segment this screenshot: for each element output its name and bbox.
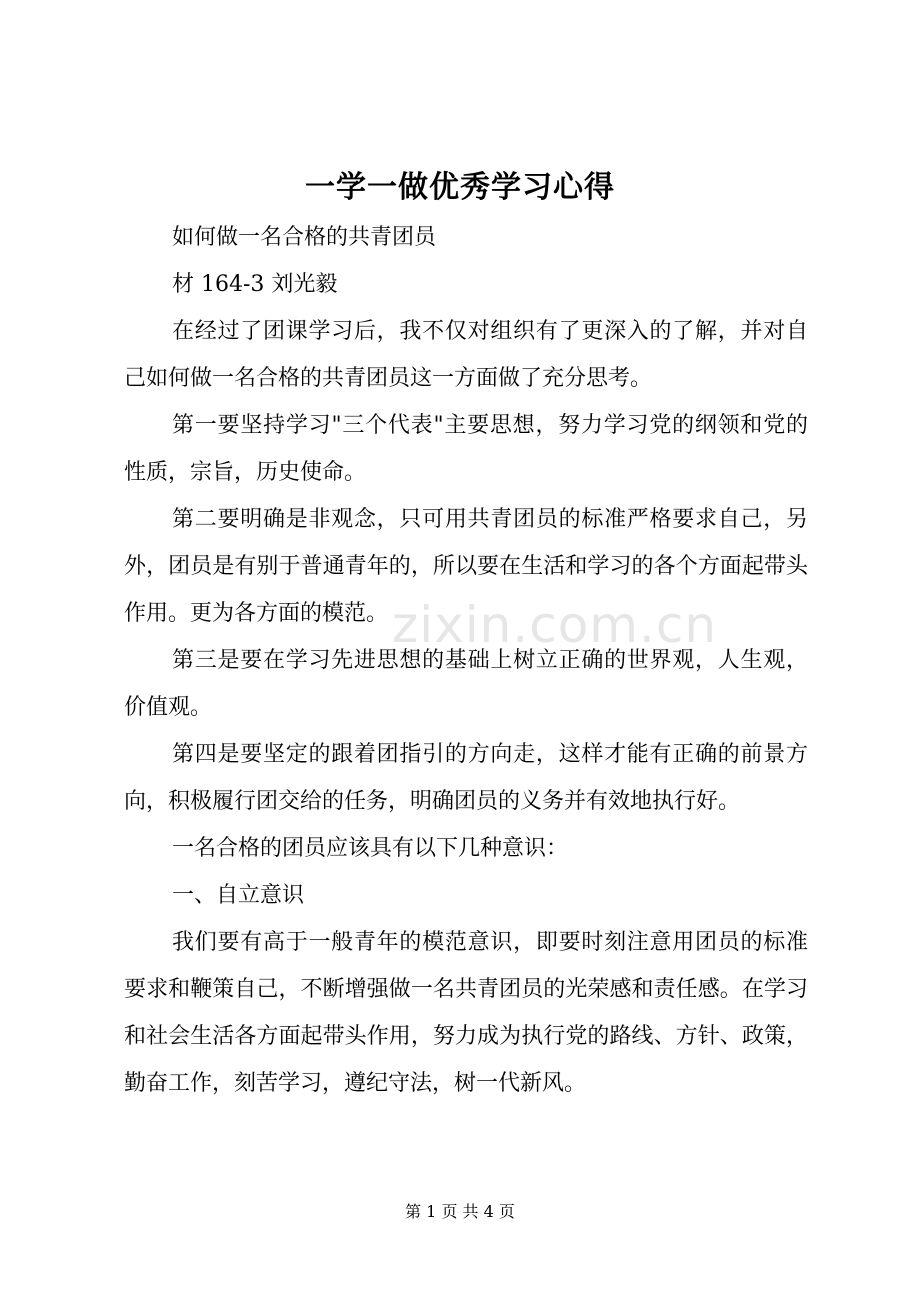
paragraph: 我们要有高于一般青年的模范意识，即要时刻注意用团员的标准要求和鞭策自己，不断增强做一名共青团员的光荣感和责任感。在学习和社会生活各方面起带头作用，努力成为执行党的路线、方针、政策，勤奋工作，刻苦学习，遵纪守法，树一代新风。 [124,930,808,1096]
paragraph: 第一要坚持学习"三个代表"主要思想，努力学习党的纲领和党的性质，宗旨，历史使命。 [124,413,808,485]
paragraph: 一名合格的团员应该具有以下几种意识： [172,836,569,861]
section-heading: 一、自立意识 [172,883,305,908]
paragraph-author: 材 164-3 刘光毅 [172,272,338,297]
document-body [124,214,808,1107]
paragraph: 第三是要在学习先进思想的基础上树立正确的世界观，人生观，价值观。 [124,648,808,720]
paragraph: 第二要明确是非观念，只可用共青团员的标准严格要求自己，另外，团员是有别于普通青年的，所以要在生活和学习的各个方面起带头作用。更为各方面的模范。 [124,507,808,626]
watermark: zixin.com.cn [392,596,718,654]
document-title: 一学一做优秀学习心得 [305,170,615,205]
paragraph: 第四是要坚定的跟着团指引的方向走，这样才能有正确的前景方向，积极履行团交给的任务，明确团员的义务并有效地执行好。 [124,742,808,814]
page-footer: 第 1 页 共 4 页 [405,1202,515,1221]
paragraph: 在经过了团课学习后，我不仅对组织有了更深入的了解，并对自己如何做一名合格的共青团员这一方面做了充分思考。 [124,319,808,391]
paragraph-subtitle: 如何做一名合格的共青团员 [172,225,437,250]
